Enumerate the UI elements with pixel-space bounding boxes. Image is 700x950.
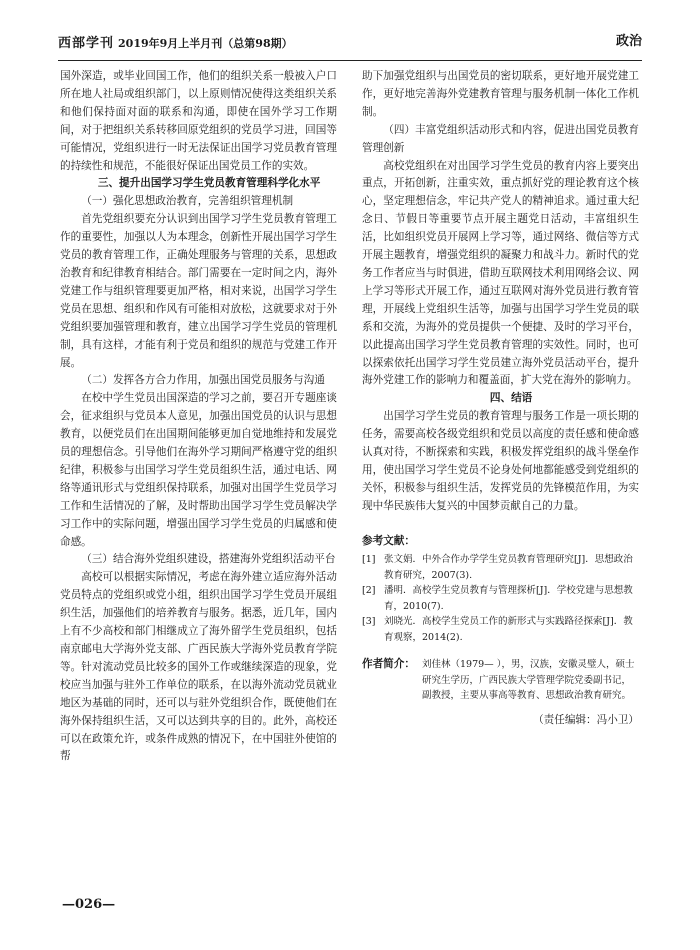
paragraph: 助下加强党组织与出国党员的密切联系，更好地开展党建工作，更好地完善海外党建教育管理与服务机制一体化工作机制。 [362,70,639,118]
subsection-heading: （三）结合海外党组织建设，搭建海外党组织活动平台 [81,553,336,566]
author-text: 刘佳林（1979— ），男，汉族，安徽灵璧人，硕士研究生学历，广西民族大学管理学院党委副书记，副教授，主要从事高等教育、思想政治教育研究。 [422,659,635,702]
paragraph: 出国学习学生党员的教育管理与服务工作是一项长期的任务，需要高校各级党组织和党员以高度的责任感和使命感认真对待，不断探索和实践，积极发挥党组织的战斗堡垒作用，使出国学习学生党员不论身处何地都能感受到党组织的关怀，积极参与组织生活，发挥党员的先锋模范作用，为实现中华民族伟大复兴的中国梦贡献自己的力量。 [362,410,639,512]
subsection-heading: （四）丰富党组织活动形式和内容，促进出国党员教育管理创新 [362,123,639,154]
reference-item [362,583,639,614]
paragraph: 高校可以根据实际情况，考虑在海外建立适应海外活动党员特点的党组织或党小组，组织出国学习学生党员开展组织生活，加强他们的培养教育与服务。据悉，近几年，国内上有不少高校和部门相继成立了海外留学生党员组织，包括南京邮电大学海外党支部、广西民族大学海外党员教育学院等。针对流动党员比较多的国外工作或继续深造的现象，党校应当加强与驻外工作单位的联系，在以海外流动党员就业地区为基础的同时，还可以与驻外党组织合作，既使他们在海外保持组织生活，又可以达到共享的目的。此外，高校还可以在政策允许，或条件成熟的情况下，在中国驻外使馆的帮 [60,571,337,763]
paragraph: 在校中学生党员出国深造的学习之前，要召开专题座谈会，征求组织与党员本人意见，加强出国党员的认识与思想教育，以便党员们在出国期间能够更加自觉地维持和发展党员的理想信念。引导他们在海外学习期间严格遵守党的组织纪律，积极参与出国学习学生党员组织生活，通过电话、网络等通讯形式与党组织保持联系，加强对出国学生党员学习工作和生活情况的了解，及时帮助出国学习学生党员解决学习工作中的实际问题，增强出国学习学生党员的归属感和使命感。 [60,392,337,548]
right-column [362,68,639,730]
header-rule [58,60,642,61]
paragraph: 高校党组织在对出国学习学生党员的教育内容上要突出重点，开拓创新，注重实效，重点抓好党的理论教育这个核心，坚定理想信念，牢记共产党人的精神追求。通过重大纪念日、节假日等重要节点开展主题党日活动，丰富组织生活，比如组织党员开展网上学习等，通过网络、微信等方式开展主题教育，增强党组织的凝聚力和战斗力。新时代的党务工作者应当与时俱进，借助互联网技术利用网络会议、网上学习等形式开展工作，通过互联网对海外党员进行教育管理，开展线上党组织生活等，加强与出国学习学生党员的联系和交流，为海外的党员提供一个便捷、及时的学习平台，以此提高出国学习学生党员教育管理的实效性。同时，也可以探索依托出国学习学生党员建立海外党员活动平台，提升海外党建工作的影响力和覆盖面，扩大党在海外的影响力。 [362,159,639,387]
page-header [58,30,642,52]
author-label: 作者简介： [362,658,415,671]
reference-text: 张文娟．中外合作办学学生党员教育管理研究[J]．思想政治教育研究，2007(3). [384,554,633,581]
journal-name: 西部学刊 [58,36,115,51]
section-label: 政治 [615,34,642,49]
journal-info [58,32,293,51]
author-bio [362,657,639,704]
left-column [60,68,337,766]
reference-number: [3] [362,616,376,628]
paragraph: 首先党组织要充分认识到出国学习学生党员教育管理工作的重要性，加强以人为本理念，创新性开展出国学习学生党员的教育管理工作，正确处理服务与管理的关系，思想政治教育和纪律教育相结合。部门需要在一定时间之内，海外党建工作与组织管理要更加严格，相对来说，出国学习学生党员在思想、组织和作风有可能相对放松，这就要求对于外党组织要加强管理和教育，建立出国学习学生党员的管理机制，具有这样，才能有利于党员和组织的规范与党建工作开展。 [60,213,337,369]
subsection-heading: （一）强化思想政治教育，完善组织管理机制 [81,195,294,208]
references-title: 参考文献： [362,534,415,547]
page-number: —026— [62,897,116,912]
section-heading: 四、结语 [489,392,533,405]
reference-number: [1] [362,554,376,566]
reference-text: 潘明．高校学生党员教育与管理探析[J]．学校党建与思想教育，2010(7). [384,585,633,612]
reference-number: [2] [362,585,376,597]
reference-item [362,614,639,645]
reference-text: 刘晓光．高校学生党员工作的新形式与实践路径探索[J]．教育观察，2014(2). [384,616,633,643]
references [362,534,639,646]
reference-item [362,552,639,583]
journal-issue: 2019年9月上半月刊（总第98期） [118,37,293,50]
section-heading: 三、提升出国学习学生党员教育管理科学化水平 [97,177,321,190]
paragraph: 国外深造，或毕业回国工作，他们的组织关系一般被入户口所在地人社局或组织部门，以上原则情况使得这类组织关系和他们保持面对面的联系和沟通，即使在国外学习工作期间，对于把组织关系转移回原党组织的党员学习进，回国等可能情况，党组织进行一时无法保证出国学习党员教育管理的持续性和规范，不能很好保证出国党员工作的实效。 [60,70,337,172]
editor-note: （责任编辑：冯小卫） [533,713,639,726]
subsection-heading: （二）发挥各方合力作用，加强出国党员服务与沟通 [81,374,325,387]
